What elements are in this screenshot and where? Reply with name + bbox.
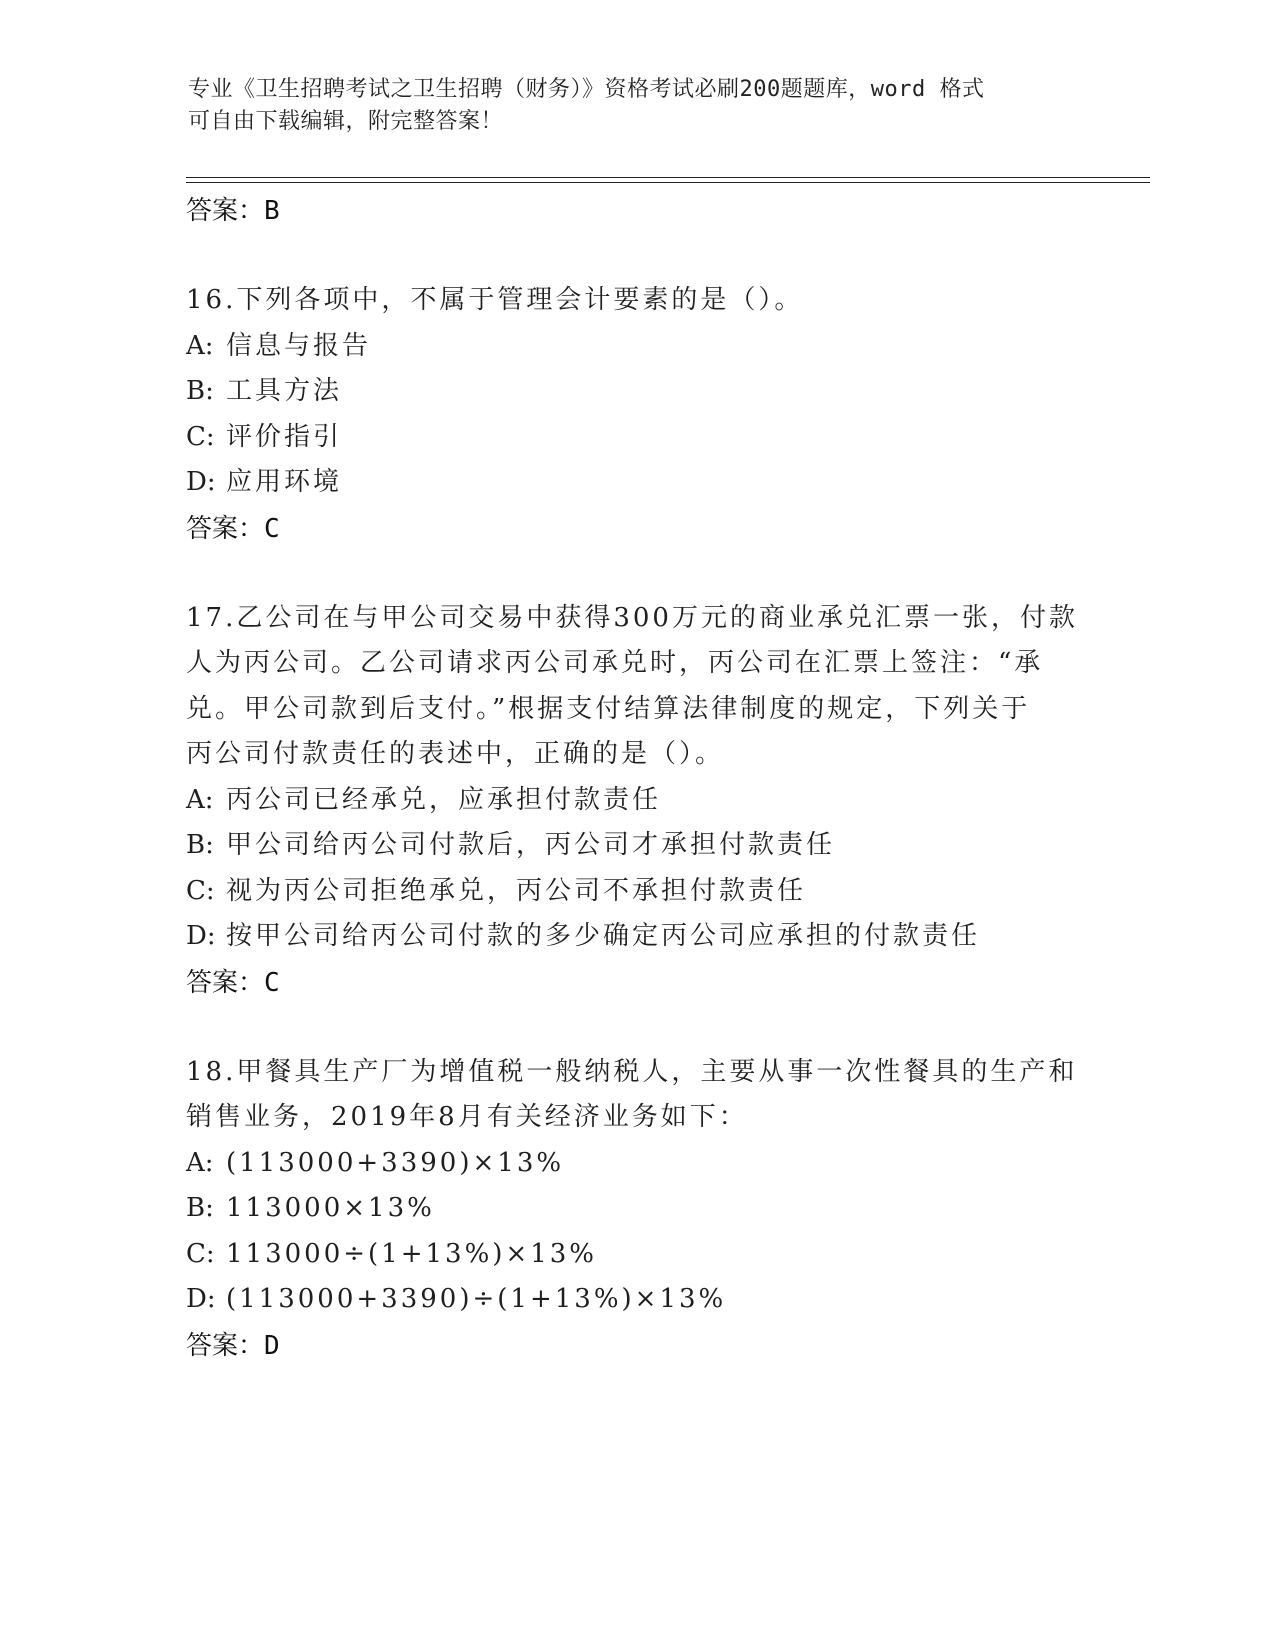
header-line-1: 专业《卫生招聘考试之卫生招聘（财务）》资格考试必刷200题题库，word 格式 <box>188 77 985 102</box>
option-letter: D: <box>186 921 216 951</box>
option-letter: B: <box>186 1193 214 1223</box>
option-text: (113000+3390)×13% <box>226 1147 565 1178</box>
header-line-2: 可自由下载编辑，附完整答案！ <box>188 109 504 134</box>
option-text: (113000+3390)÷(1+13%)×13% <box>226 1284 727 1314</box>
question-stem: 18.甲餐具生产厂为增值税一般纳税人，主要从事一次性餐具的生产和 <box>186 1056 1078 1087</box>
option-letter: C: <box>186 875 215 906</box>
option-letter: D: <box>186 467 216 497</box>
question-stem: 销售业务，2019年8月有关经济业务如下： <box>186 1102 748 1132</box>
option-d <box>186 914 1086 960</box>
option-a <box>186 1141 1086 1187</box>
option-c <box>186 415 1086 461</box>
option-letter: A: <box>186 1147 214 1178</box>
header-divider-top <box>186 177 1150 178</box>
question-18 <box>186 1050 1086 1369</box>
option-b <box>186 1186 1086 1232</box>
question-stem: 丙公司付款责任的表述中，正确的是（）。 <box>186 739 725 769</box>
option-text: 113000÷(1+13%)×13% <box>226 1238 598 1269</box>
answer-line: 答案：D <box>186 1330 280 1361</box>
option-b <box>186 823 1086 869</box>
option-text: 按甲公司给丙公司付款的多少确定丙公司应承担的付款责任 <box>226 921 981 951</box>
question-17 <box>186 596 1086 1006</box>
option-letter: A: <box>186 330 214 361</box>
option-d <box>186 460 1086 506</box>
option-text: 信息与报告 <box>226 330 372 361</box>
option-text: 甲公司给丙公司付款后，丙公司才承担付款责任 <box>226 830 836 860</box>
question-stem: 人为丙公司。乙公司请求丙公司承兑时，丙公司在汇票上签注：“承 <box>186 648 1044 678</box>
question-16 <box>186 278 1086 552</box>
option-b <box>186 369 1086 415</box>
option-letter: D: <box>186 1284 216 1314</box>
option-text: 工具方法 <box>226 376 343 406</box>
option-text: 113000×13% <box>226 1193 435 1223</box>
option-text: 视为丙公司拒绝承兑，丙公司不承担付款责任 <box>226 875 807 906</box>
option-letter: B: <box>186 376 214 406</box>
option-text: 丙公司已经承兑，应承担付款责任 <box>226 784 662 815</box>
question-stem: 兑。甲公司款到后支付。”根据支付结算法律制度的规定，下列关于 <box>186 693 1031 724</box>
option-letter: B: <box>186 830 214 860</box>
option-c <box>186 869 1086 915</box>
option-letter: A: <box>186 784 214 815</box>
document-header <box>188 74 1088 138</box>
answer-line: 答案：C <box>186 967 280 998</box>
option-text: 应用环境 <box>226 467 343 497</box>
header-divider-bottom <box>186 182 1150 183</box>
answer-line: 答案：C <box>186 513 280 544</box>
option-c <box>186 1232 1086 1278</box>
option-a <box>186 324 1086 370</box>
option-letter: C: <box>186 1238 215 1269</box>
option-text: 评价指引 <box>226 421 343 452</box>
question-stem: 17.乙公司在与甲公司交易中获得300万元的商业承兑汇票一张，付款 <box>186 602 1078 633</box>
option-d <box>186 1277 1086 1323</box>
question-list <box>186 188 1086 1369</box>
option-letter: C: <box>186 421 215 452</box>
previous-answer: 答案：B <box>186 196 280 226</box>
option-a <box>186 778 1086 824</box>
question-stem: 16.下列各项中，不属于管理会计要素的是（）。 <box>186 285 804 315</box>
